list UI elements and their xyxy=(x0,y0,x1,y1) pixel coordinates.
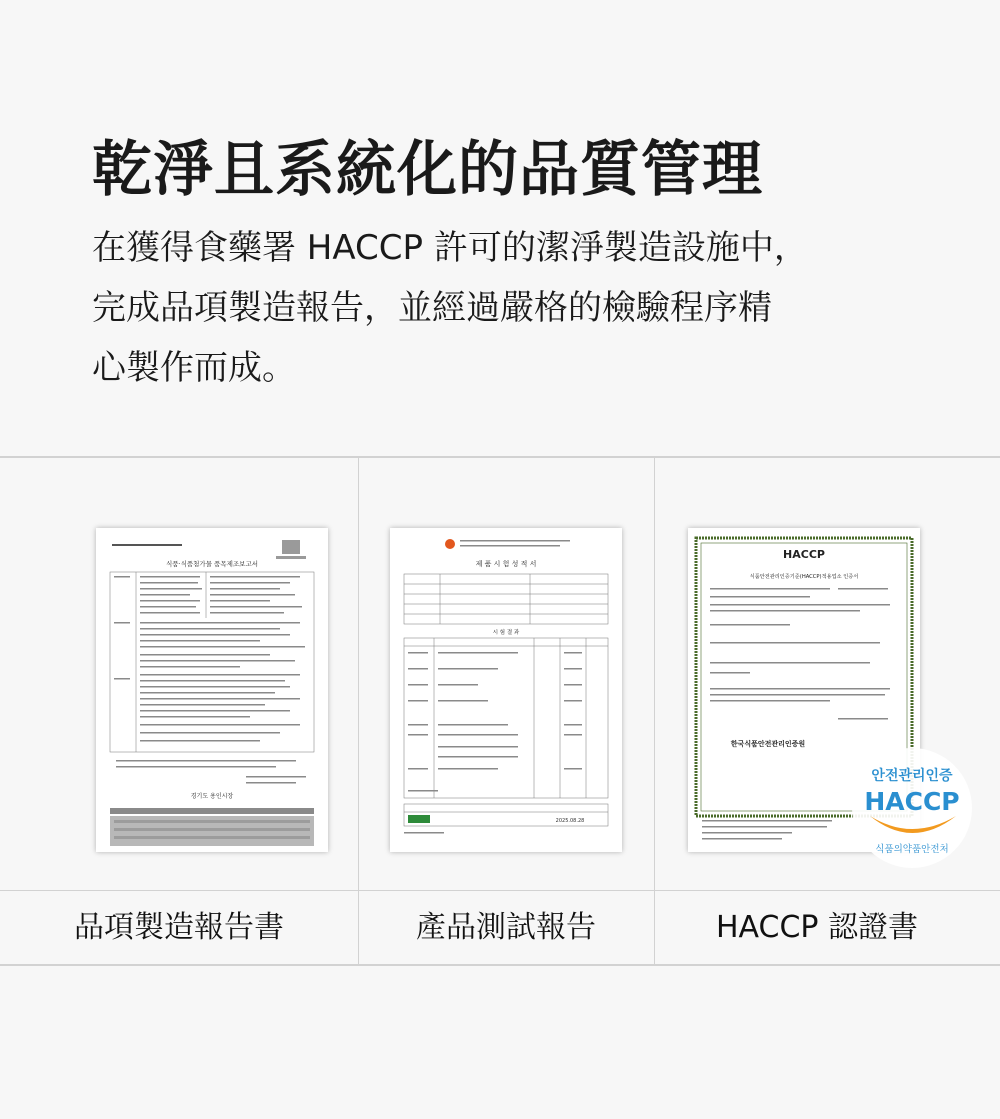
description-line: 完成品項製造報告，並經過嚴格的檢驗程序精 xyxy=(92,288,772,328)
stamp-haccp-text: HACCP xyxy=(864,787,960,816)
document-footer: 경기도 용인시장 xyxy=(190,793,234,800)
document-card-manufacturing-report xyxy=(0,458,358,945)
manufacturing-report-image xyxy=(96,528,328,852)
report-date: 2025.08.28 xyxy=(555,818,585,824)
test-report-image xyxy=(390,528,622,852)
description xyxy=(92,218,922,398)
document-heading: 식품안전관리인증기준(HACCP)적용업소 인증서 xyxy=(749,574,859,580)
caption-test-report: 產品測試報告 xyxy=(416,910,596,945)
certificate-issuer: 한국식품안전관리인증원 xyxy=(730,740,806,748)
caption-haccp-certificate: HACCP 認證書 xyxy=(715,910,919,945)
caption-manufacturing-report: 品項製造報告書 xyxy=(74,910,284,945)
document-card-test-report xyxy=(358,458,654,945)
document-gallery xyxy=(0,456,1000,966)
stamp-top-text: 안전관리인증 xyxy=(871,768,953,784)
page-title: 乾淨且系統化的品質管理 xyxy=(92,135,763,205)
description-line: 在獲得食藥署 HACCP 許可的潔淨製造設施中， xyxy=(92,228,808,268)
description-line: 心製作而成。 xyxy=(92,348,296,388)
certificate-brand: HACCP xyxy=(783,548,825,561)
haccp-stamp xyxy=(850,746,974,870)
section-heading: 시 험 결 과 xyxy=(492,630,520,636)
document-card-haccp-certificate xyxy=(654,458,1000,945)
stamp-bottom-text: 식품의약품안전처 xyxy=(875,844,949,855)
document-heading: 제 품 시 험 성 적 서 xyxy=(475,560,537,568)
document-heading: 식품·식품첨가물 품목제조보고서 xyxy=(165,560,259,568)
